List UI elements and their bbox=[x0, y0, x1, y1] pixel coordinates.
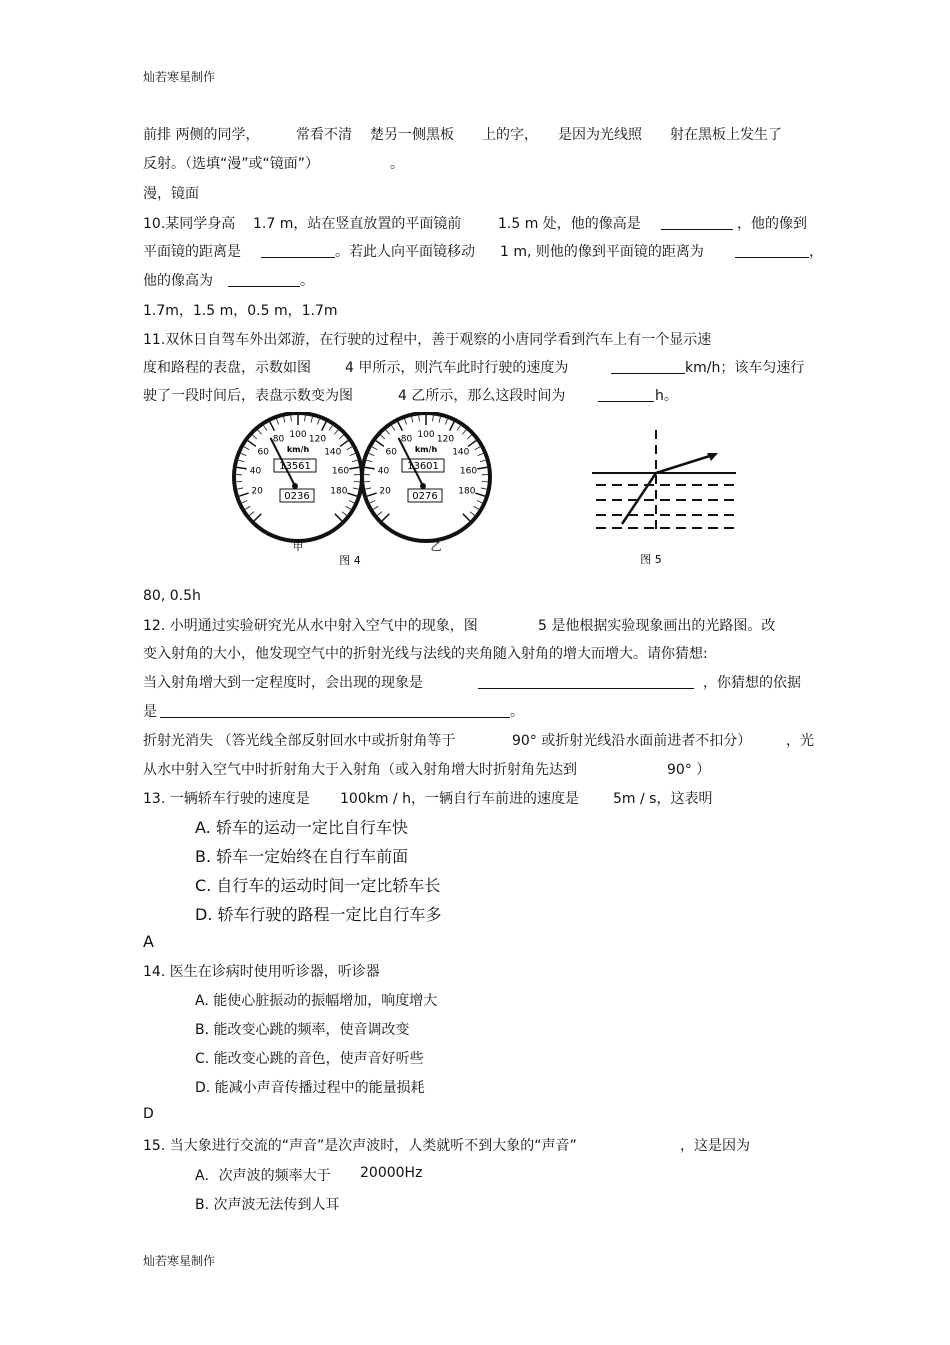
gauge-tick bbox=[317, 419, 319, 425]
gauge-tick bbox=[366, 460, 372, 462]
gauge-tick bbox=[372, 447, 377, 450]
gauge-tick bbox=[450, 422, 455, 431]
gauge-tick bbox=[264, 425, 267, 430]
gauge-tick bbox=[342, 512, 347, 516]
q11-line1: 11.双休日自驾车外出郊游，在行驶的过程中，善于观察的小唐同学看到汽车上有一个显示速 bbox=[143, 332, 712, 348]
gauge-tick bbox=[237, 488, 243, 489]
gauge-tick bbox=[475, 493, 485, 496]
gauge-tick bbox=[340, 441, 348, 447]
figure-5-caption: 图 5 bbox=[640, 553, 662, 566]
gauge-tick bbox=[468, 441, 476, 447]
q13-answer: A bbox=[143, 932, 154, 951]
q14-option-c[interactable]: C. 能改变心跳的音色，使声音好听些 bbox=[195, 1051, 424, 1067]
q12-answer-1b: 90° 或折射光线沿水面前进者不扣分） bbox=[512, 733, 752, 749]
gauge-tick bbox=[329, 425, 332, 430]
gauge-tick bbox=[365, 467, 375, 469]
gauge-tick bbox=[373, 506, 378, 509]
gauge-tick bbox=[277, 419, 279, 425]
caption-a: 甲 bbox=[292, 540, 304, 553]
gauge-tick bbox=[237, 467, 247, 469]
gauge-tick bbox=[353, 488, 359, 489]
figure-4-caption: 图 4 bbox=[339, 554, 361, 567]
q9-line1-part5: 是因为光线照 bbox=[558, 127, 642, 143]
gauge-tick bbox=[398, 422, 403, 431]
gauge-tick bbox=[245, 506, 250, 509]
gauge-tick bbox=[346, 506, 351, 509]
gauge-tick bbox=[270, 422, 275, 431]
gauge-tick-label: 100 bbox=[289, 430, 307, 440]
q10-line2-a: 平面镜的距离是 bbox=[143, 244, 241, 260]
q13-option-d[interactable]: D. 轿车行驶的路程一定比自行车多 bbox=[195, 905, 442, 924]
q9-line1-part1: 前排 两侧的同学， bbox=[143, 127, 260, 143]
gauge-tick bbox=[367, 493, 377, 496]
q13-stem-c: 5m ∕ s，这表明 bbox=[613, 791, 713, 807]
q11-blank-time[interactable] bbox=[598, 387, 654, 402]
gauge-tick-label: 80 bbox=[400, 434, 413, 445]
q10-answer: 1.7m，1.5 m，0.5 m，1.7m bbox=[143, 303, 338, 319]
q11-line2-a: 度和路程的表盘，示数如图 bbox=[143, 360, 311, 376]
gauge-tick bbox=[475, 447, 480, 450]
q15-stem-b: ，这是因为 bbox=[680, 1138, 750, 1154]
gauge-tick bbox=[439, 417, 440, 423]
q14-stem: 14. 医生在诊病时使用听诊器，听诊器 bbox=[143, 964, 380, 980]
q10-line2-c: 1 m, 则他的像到平面镜的距离为 bbox=[500, 244, 704, 260]
figure-4-speedometers bbox=[228, 412, 498, 572]
q15-option-b[interactable]: B. 次声波无法传到人耳 bbox=[195, 1197, 340, 1213]
gauge-tick-label: 120 bbox=[436, 434, 455, 445]
q14-option-b[interactable]: B. 能改变心跳的频率，使音调改变 bbox=[195, 1022, 410, 1038]
q10-line1-b: 1.7 m，站在竖直放置的平面镜前 bbox=[253, 216, 462, 232]
gauge-tick bbox=[241, 453, 247, 455]
q14-option-a[interactable]: A. 能使心脏振动的振幅增加，响度增大 bbox=[195, 993, 438, 1009]
unit-a: km/h bbox=[286, 445, 310, 454]
gauge-tick bbox=[405, 419, 407, 425]
q9-line1-part3: 楚另一侧黑板 bbox=[370, 127, 454, 143]
q10-line1-c: 1.5 m 处，他的像高是 bbox=[498, 216, 641, 232]
q10-line3-a: 他的像高为 bbox=[143, 273, 213, 289]
gauge-tick bbox=[252, 435, 256, 439]
gauge-tick bbox=[347, 493, 357, 496]
q11-line3-a: 驶了一段时间后，表盘示数变为图 bbox=[143, 388, 353, 404]
gauge-tick bbox=[445, 419, 447, 425]
gauge-tick bbox=[457, 425, 460, 430]
q15-option-a-value: 20000Hz bbox=[360, 1165, 423, 1181]
q9-line1-part6: 射在黑板上发生了 bbox=[670, 127, 782, 143]
gauge-tick-label: 120 bbox=[308, 434, 327, 445]
gauge-tick bbox=[470, 512, 475, 516]
gauge-tick-label: 180 bbox=[458, 486, 476, 497]
q10-line1-d: ，他的像到 bbox=[737, 216, 807, 232]
gauge-tick bbox=[480, 460, 486, 462]
gauge-tick bbox=[365, 488, 371, 489]
q12-line3-a: 当入射角增大到一定程度时，会出现的现象是 bbox=[143, 675, 423, 691]
gauge-tick bbox=[376, 441, 384, 447]
q9-line1-part2: 常看不清 bbox=[296, 127, 352, 143]
q12-line3-b: ，你猜想的依据 bbox=[703, 675, 801, 691]
q11-line2-c: km/h；该车匀速行 bbox=[685, 360, 805, 376]
page-header: 灿若寒星制作 bbox=[143, 70, 216, 84]
gauge-tick-label: 20 bbox=[379, 486, 391, 497]
q13-option-a[interactable]: A. 轿车的运动一定比自行车快 bbox=[195, 818, 408, 837]
speedometer-a bbox=[234, 413, 362, 553]
odometer-a: 13561 bbox=[279, 461, 311, 472]
q14-answer: D bbox=[143, 1106, 154, 1122]
q9-line1-part4: 上的字， bbox=[482, 127, 538, 143]
q11-line2-b: 4 甲所示，则汽车此时行驶的速度为 bbox=[345, 360, 569, 376]
gauge-tick bbox=[349, 500, 354, 503]
trip-a: 0236 bbox=[284, 491, 310, 502]
q13-stem-b: 100km ∕ h，一辆自行车前进的速度是 bbox=[340, 791, 579, 807]
page-footer: 灿若寒星制作 bbox=[143, 1254, 216, 1268]
q13-option-b[interactable]: B. 轿车一定始终在自行车前面 bbox=[195, 847, 409, 866]
gauge-tick bbox=[244, 447, 249, 450]
q12-line4-b: 。 bbox=[510, 704, 524, 720]
odometer-b: 13601 bbox=[407, 461, 439, 472]
q10-blank-4[interactable] bbox=[228, 272, 300, 287]
gauge-tick-label: 160 bbox=[459, 466, 478, 477]
figure-5-refraction bbox=[588, 428, 748, 568]
q10-blank-2[interactable] bbox=[261, 243, 335, 258]
gauge-tick bbox=[305, 415, 306, 421]
gauge-tick bbox=[322, 422, 327, 431]
gauge-tick-label: 40 bbox=[377, 466, 390, 477]
q12-line4-a: 是 bbox=[143, 704, 157, 720]
water-dashes bbox=[596, 485, 736, 528]
q12-answer-2a: 从水中射入空气中时折射角大于入射角（或入射角增大时折射角先达到 bbox=[143, 762, 577, 778]
gauge-tick-label: 20 bbox=[251, 486, 263, 497]
q11-blank-speed[interactable] bbox=[611, 359, 685, 374]
gauge-tick bbox=[248, 441, 256, 447]
q12-answer-2b: 90° ） bbox=[667, 762, 711, 778]
q12-answer-1c: ，光 bbox=[786, 733, 814, 749]
gauge-tick-label: 60 bbox=[257, 447, 269, 458]
gauge-tick bbox=[478, 453, 484, 455]
gauge-tick-label: 100 bbox=[417, 430, 435, 440]
q10-line2-d: ， bbox=[809, 244, 823, 260]
trip-b: 0276 bbox=[412, 491, 438, 502]
gauge-tick bbox=[477, 467, 487, 469]
q10-blank-3[interactable] bbox=[735, 243, 809, 258]
q15-stem-a: 15. 当大象进行交流的“声音”是次声波时，人类就听不到大象的“声音” bbox=[143, 1138, 577, 1154]
q11-answer: 80, 0.5h bbox=[143, 588, 201, 604]
gauge-tick bbox=[369, 453, 375, 455]
q10-line1-a: 10.某同学身高 bbox=[143, 216, 236, 232]
refracted-ray bbox=[656, 454, 716, 473]
gauge-tick bbox=[477, 500, 482, 503]
q9-line2-end: 。 bbox=[390, 156, 404, 172]
gauge-tick bbox=[481, 488, 487, 489]
gauge-tick bbox=[334, 430, 338, 435]
q13-stem-a: 13. 一辆轿车行驶的速度是 bbox=[143, 791, 310, 807]
gauge-tick bbox=[352, 460, 358, 462]
gauge-tick-label: 180 bbox=[330, 486, 348, 497]
gauge-tick bbox=[258, 430, 262, 435]
q10-blank-1[interactable] bbox=[661, 215, 733, 230]
caption-b: 乙 bbox=[430, 540, 442, 553]
q9-answer: 漫，镜面 bbox=[143, 186, 199, 202]
gauge-tick bbox=[474, 506, 479, 509]
q10-line2-b: 。若此人向平面镜移动 bbox=[335, 244, 475, 260]
gauge-tick bbox=[239, 493, 249, 496]
gauge-tick bbox=[392, 425, 395, 430]
gauge-tick bbox=[238, 460, 244, 462]
gauge-tick bbox=[433, 415, 434, 421]
gauge-tick bbox=[419, 415, 420, 421]
gauge-tick-label: 60 bbox=[385, 447, 397, 458]
gauge-tick bbox=[291, 415, 292, 421]
gauge-tick bbox=[370, 500, 375, 503]
gauge-tick-label: 80 bbox=[272, 434, 285, 445]
q12-line2: 变入射角的大小，他发现空气中的折射光线与法线的夹角随入射角的增大而增大。请你猜想: bbox=[143, 646, 708, 662]
gauge-tick bbox=[339, 435, 343, 439]
gauge-tick bbox=[467, 435, 471, 439]
q12-line1-b: 5 是他根据实验现象画出的光路图。改 bbox=[538, 618, 776, 634]
gauge-tick bbox=[386, 430, 390, 435]
gauge-tick bbox=[242, 500, 247, 503]
q9-line2: 反射。（选填“漫”或“镜面”） bbox=[143, 156, 320, 172]
gauge-tick bbox=[377, 512, 382, 516]
q13-option-c[interactable]: C. 自行车的运动时间一定比轿车长 bbox=[195, 876, 441, 895]
gauge-tick-label: 140 bbox=[452, 447, 470, 458]
unit-b: km/h bbox=[414, 445, 438, 454]
q12-answer-1a: 折射光消失 （答光线全部反射回水中或折射角等于 bbox=[143, 733, 456, 749]
q14-option-d[interactable]: D. 能减小声音传播过程中的能量损耗 bbox=[195, 1080, 425, 1096]
gauge-tick bbox=[311, 417, 312, 423]
gauge-tick bbox=[349, 467, 359, 469]
gauge-tick bbox=[249, 512, 254, 516]
gauge-tick-label: 160 bbox=[331, 466, 350, 477]
q11-line3-b: 4 乙所示，那么这段时间为 bbox=[398, 388, 566, 404]
q11-line3-c: h。 bbox=[655, 388, 678, 404]
q12-line1-a: 12. 小明通过实验研究光从水中射入空气中的现象，图 bbox=[143, 618, 478, 634]
q12-blank-phenomenon[interactable] bbox=[478, 674, 694, 689]
q12-blank-basis[interactable] bbox=[160, 703, 510, 718]
gauge-tick bbox=[254, 514, 261, 521]
gauge-tick-label: 40 bbox=[249, 466, 262, 477]
gauge-tick bbox=[284, 417, 285, 423]
gauge-tick bbox=[382, 514, 389, 521]
gauge-tick bbox=[350, 453, 356, 455]
gauge-tick bbox=[462, 430, 466, 435]
speedometer-b bbox=[362, 413, 490, 553]
gauge-tick bbox=[347, 447, 352, 450]
q10-line3-b: 。 bbox=[300, 273, 314, 289]
gauge-tick-label: 140 bbox=[324, 447, 342, 458]
gauge-tick bbox=[463, 514, 470, 521]
q15-option-a-text[interactable]: A．次声波的频率大于 bbox=[195, 1168, 331, 1184]
gauge-tick bbox=[335, 514, 342, 521]
incident-ray bbox=[622, 473, 656, 524]
gauge-tick bbox=[380, 435, 384, 439]
gauge-tick bbox=[412, 417, 413, 423]
